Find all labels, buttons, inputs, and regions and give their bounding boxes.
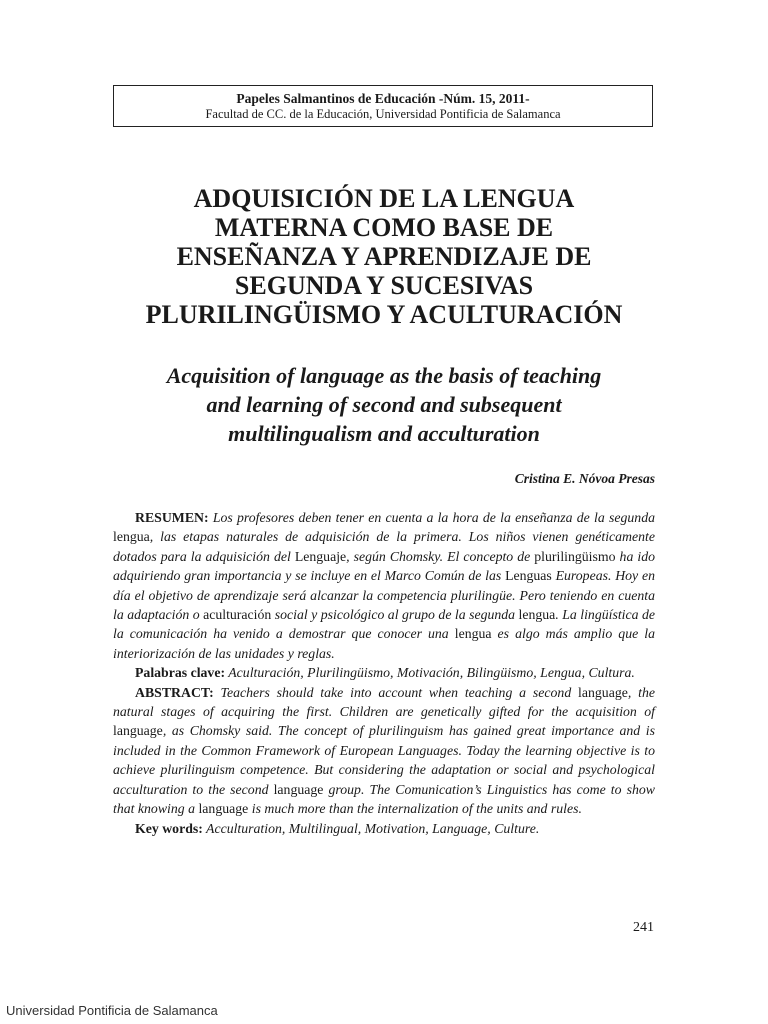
resumen-text: social y psicológico al grupo de la segunda bbox=[271, 607, 519, 623]
resumen-text: , las etapas naturales de adquisición de la primera. Los niños vienen genéticamente dotados para la adquisición del bbox=[113, 529, 655, 564]
abstract-text: , the natural stages of acquiring the first. Children are genetically gifted for the acquisition of bbox=[113, 684, 655, 720]
author-name: Cristina E. Nóvoa Presas bbox=[514, 471, 655, 486]
abstract-text: language bbox=[273, 781, 324, 797]
subtitle-line: and learning of second and subsequent bbox=[206, 392, 562, 417]
resumen-text: lengua bbox=[518, 607, 556, 623]
abstract-text: Teachers should take into account when teaching a second bbox=[213, 684, 579, 700]
palabras-clave-text: Aculturación, Plurilingüismo, Motivación, Bilingüismo, Lengua, Cultura. bbox=[225, 665, 635, 681]
abstract-text: , as Chomsky said. The concept of plurilinguism has gained great importance and is included in the Common Framework of European Languages. Today the learning objective is to achieve plurilinguism competence. But considering the adaptation or social and psychological acculturation to the second bbox=[113, 723, 655, 797]
journal-name: Papeles Salmantinos de Educación -Núm. 15, 2011- bbox=[236, 91, 530, 106]
faculty-name: Facultad de CC. de la Educación, Universidad Pontificia de Salamanca bbox=[205, 107, 561, 121]
key-words-label: Key words: bbox=[135, 820, 203, 836]
abstract-label: ABSTRACT: bbox=[135, 684, 214, 700]
title-line: MATERNA COMO BASE DE bbox=[214, 213, 554, 242]
footer-watermark: Universidad Pontificia de Salamanca bbox=[6, 1003, 218, 1018]
title-line: ADQUISICIÓN DE LA LENGUA bbox=[193, 184, 575, 213]
resumen-text: plurilingüismo bbox=[534, 548, 616, 564]
resumen-text: ha ido adquiriendo gran importancia y se incluye en el Marco Común de las bbox=[113, 548, 655, 584]
resumen-text: Lenguas bbox=[505, 568, 552, 584]
subtitle-line: Acquisition of language as the basis of teaching bbox=[166, 363, 602, 388]
palabras-clave-label: Palabras clave: bbox=[135, 665, 226, 681]
resumen-paragraph bbox=[113, 508, 655, 663]
abstract-text: language bbox=[578, 684, 628, 700]
resumen-text: es algo más amplio que la interiorización de las unidades y reglas. bbox=[113, 626, 655, 661]
article-subtitle bbox=[100, 361, 668, 448]
resumen-text: aculturación bbox=[203, 607, 272, 623]
article-title bbox=[100, 184, 668, 329]
resumen-text: , según Chomsky. El concepto de bbox=[346, 548, 535, 564]
abstract-text: language bbox=[113, 723, 163, 739]
abstract-text: is much more than the internalization of the units and rules. bbox=[248, 801, 582, 817]
abstract-text: group. The Comunication’s Linguistics has come to show that knowing a bbox=[113, 781, 655, 817]
resumen-text: Los profesores deben tener en cuenta a la hora de la enseñanza de la segunda bbox=[208, 510, 655, 525]
abstract-text: language bbox=[198, 801, 249, 817]
title-line: SEGUNDA Y SUCESIVAS bbox=[234, 271, 534, 300]
key-words-paragraph bbox=[113, 819, 655, 838]
resumen-text: . La lingüística de la comunicación ha venido a demostrar que conocer una bbox=[113, 607, 655, 642]
abstract-paragraph bbox=[113, 683, 655, 819]
title-line: PLURILINGÜISMO Y ACULTURACIÓN bbox=[145, 300, 623, 329]
resumen-text: Europeas. Hoy en día el objetivo de aprendizaje será alcanzar la competencia plurilingüe. Pero teniendo en cuenta la adaptación o bbox=[113, 568, 655, 623]
resumen-label: RESUMEN: bbox=[135, 510, 209, 525]
palabras-clave-paragraph bbox=[113, 663, 655, 682]
journal-header-box bbox=[113, 85, 653, 127]
resumen-text: lengua bbox=[454, 626, 492, 642]
abstract-section bbox=[113, 508, 655, 838]
subtitle-line: multilingualism and acculturation bbox=[228, 421, 540, 446]
title-line: ENSEÑANZA Y APRENDIZAJE DE bbox=[176, 242, 592, 271]
page-number: 241 bbox=[633, 920, 654, 935]
resumen-text: lengua bbox=[113, 529, 150, 545]
key-words-text: Acculturation, Multilingual, Motivation, Language, Culture. bbox=[202, 820, 540, 836]
resumen-text: Lenguaje bbox=[294, 548, 347, 564]
